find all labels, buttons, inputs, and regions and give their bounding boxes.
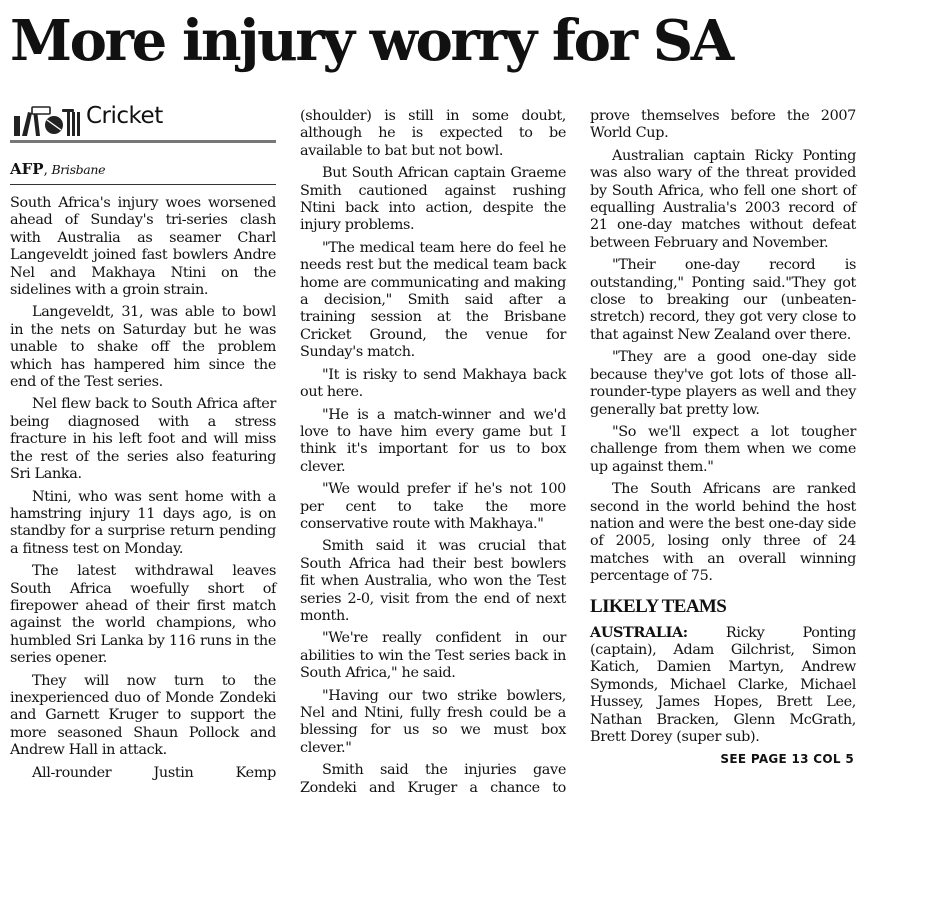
paragraph: "We're really confident in our abilities to win the Test series back in South Africa," he said. bbox=[300, 630, 566, 682]
paragraph: Ntini, who was sent home with a hamstring injury 11 days ago, is on standby for a surprise return pending a fitness test on Monday. bbox=[10, 488, 276, 557]
section-label: Cricket bbox=[86, 103, 163, 129]
section-header bbox=[10, 104, 276, 143]
paragraph: All-rounder Justin Kemp bbox=[32, 764, 276, 781]
paragraph: Smith said the injuries gave Zondeki and Kruger a chance to bbox=[300, 762, 566, 796]
byline bbox=[10, 161, 276, 185]
paragraph: Langeveldt, 31, was able to bowl in the nets on Saturday but he was unable to shake off the problem which has hampered him since the end of the Test series. bbox=[10, 304, 276, 391]
byline-place: Brisbane bbox=[51, 162, 106, 177]
team-players: Ricky Ponting (captain), Adam Gilchrist, Simon Katich, Damien Martyn, Andrew Symonds, Michael Clarke, Michael Hussey, James Hopes, Brett Lee, Nathan Bracken, Glenn McGrath, Brett Dorey (super sub). bbox=[590, 624, 856, 745]
article-column-2 bbox=[300, 108, 566, 802]
paragraph: The South Africans are ranked second in the world behind the host nation and were the best one-day side of 2005, losing only three of 24 matches with an overall winning percentage of 75. bbox=[590, 481, 856, 585]
paragraph: "So we'll expect a lot tougher challenge from them when we come up against them." bbox=[590, 423, 856, 475]
team-label: AUSTRALIA: bbox=[590, 623, 688, 641]
continued-reference: SEE PAGE 13 COL 5 bbox=[720, 752, 854, 767]
byline-separator: , bbox=[43, 162, 52, 178]
paragraph: "We would prefer if he's not 100 per cent to take the more conservative route with Makhaya." bbox=[300, 481, 566, 532]
paragraph: "Their one-day record is outstanding," Ponting said."They got close to breaking our (unbeaten-stretch) record, they got very close to that against New Zealand over there. bbox=[590, 257, 856, 343]
likely-teams-heading: LIKELY TEAMS bbox=[590, 595, 727, 617]
headline: More injury worry for SA bbox=[10, 8, 732, 74]
paragraph: The latest withdrawal leaves South Africa woefully short of firepower ahead of their first match against the world champions, who humbled Sri Lanka by 116 runs in the series opener. bbox=[10, 563, 276, 667]
paragraph: "The medical team here do feel he needs rest but the medical team back home are communicating and making a decision," Smith said after a training session at the Brisbane Cricket Ground, the venue for Sunday's match. bbox=[300, 239, 566, 361]
paragraph: They will now turn to the inexperienced duo of Monde Zondeki and Garnett Kruger to support the more seasoned Shaun Pollock and Andrew Hall in attack. bbox=[10, 672, 276, 759]
paragraph: "They are a good one-day side because they've got lots of those all-rounder-type players as well and they generally bat pretty low. bbox=[590, 349, 856, 418]
paragraph: prove themselves before the 2007 World Cup. bbox=[590, 108, 856, 142]
byline-agency: AFP bbox=[10, 160, 44, 178]
paragraph: Australian captain Ricky Ponting was also wary of the threat provided by South Africa, who fell one short of equalling Australia's 2003 record of 21 one-day matches without defeat between February and November. bbox=[590, 147, 856, 251]
paragraph: "It is risky to send Makhaya back out here. bbox=[300, 366, 566, 401]
paragraph: (shoulder) is still in some doubt, although he is expected to be available to bat but not bowl. bbox=[300, 108, 566, 159]
article-column-3 bbox=[590, 108, 856, 769]
paragraph: South Africa's injury woes worsened ahead of Sunday's tri-series clash with Australia as seamer Charl Langeveldt joined fast bowlers Andre Nel and Makhaya Ntini on the sidelines with a groin strain. bbox=[10, 195, 276, 299]
paragraph: "He is a match-winner and we'd love to have him every game but I think it's important for us to box clever. bbox=[300, 406, 566, 475]
paragraph: "Having our two strike bowlers, Nel and Ntini, fully fresh could be a blessing for us so we must box clever." bbox=[300, 687, 566, 756]
paragraph: Nel flew back to South Africa after being diagnosed with a stress fracture in his left foot and will miss the rest of the series also featuring Sri Lanka. bbox=[10, 396, 276, 483]
paragraph: Smith said it was crucial that South Africa had their best bowlers fit when Australia, who won the Test series 2-0, visit from the end of next month. bbox=[300, 538, 566, 624]
paragraph: But South African captain Graeme Smith cautioned against rushing Ntini back into action, despite the injury problems. bbox=[300, 165, 566, 234]
article-column-1 bbox=[10, 104, 276, 787]
cricket-stumps-ball-icon bbox=[12, 106, 84, 138]
likely-teams-list bbox=[590, 624, 856, 747]
